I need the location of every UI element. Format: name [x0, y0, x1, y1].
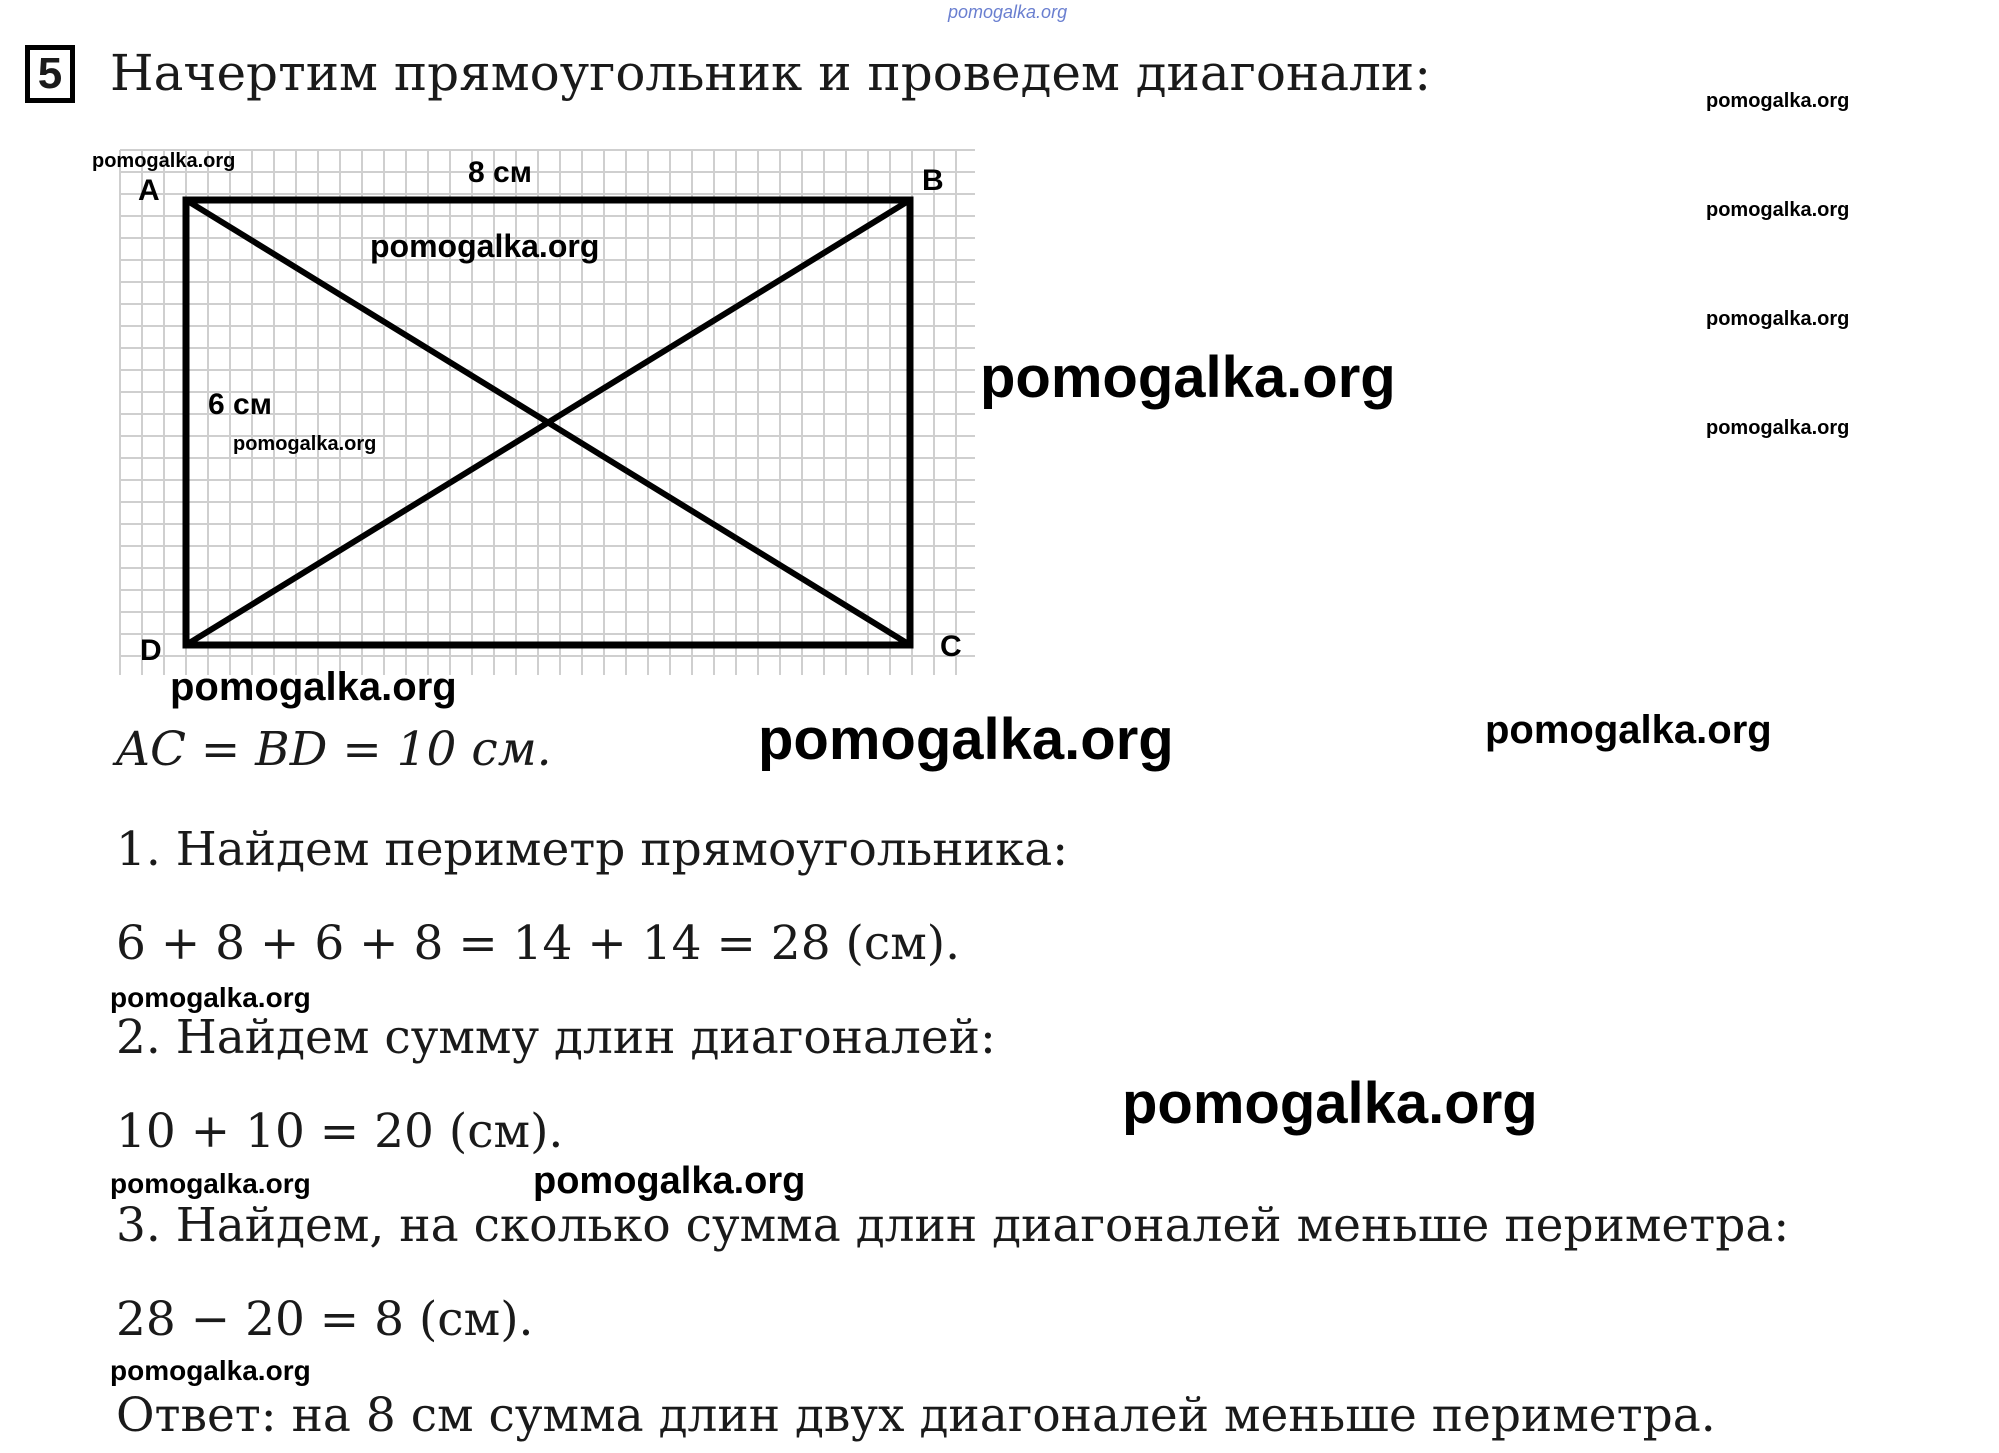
watermark: pomogalka.org	[1485, 708, 1772, 752]
left-side-label: 6 см	[208, 388, 272, 421]
watermark: pomogalka.org	[1122, 1071, 1538, 1136]
watermark: pomogalka.org	[370, 228, 600, 264]
watermark: pomogalka.org	[533, 1160, 806, 1202]
step-2-calc: 10 + 10 = 20 (см).	[116, 1104, 564, 1159]
step-1-title: 1. Найдем периметр прямоугольника:	[116, 822, 1069, 877]
step-1-calc: 6 + 8 + 6 + 8 = 14 + 14 = 28 (см).	[116, 916, 961, 971]
page-title: Начертим прямоугольник и проведем диагонали:	[110, 44, 1432, 102]
watermark: pomogalka.org	[1706, 308, 1850, 330]
watermark: pomogalka.org	[1706, 199, 1850, 221]
diagonal-equation: AC = BD = 10 см.	[116, 722, 552, 777]
watermark: pomogalka.org	[1706, 90, 1850, 112]
top-watermark: pomogalka.org	[948, 2, 1068, 22]
watermark: pomogalka.org	[170, 665, 457, 709]
watermark: pomogalka.org	[92, 150, 236, 172]
answer: Ответ: на 8 см сумма длин двух диагоналей меньше периметра.	[116, 1388, 1716, 1443]
watermark: pomogalka.org	[110, 1168, 311, 1199]
step-3-title: 3. Найдем, на сколько сумма длин диагоналей меньше периметра:	[116, 1198, 1790, 1253]
watermark: pomogalka.org	[110, 982, 311, 1013]
watermark: pomogalka.org	[233, 433, 377, 455]
vertex-b-label: B	[922, 164, 944, 197]
top-side-label: 8 см	[468, 156, 532, 189]
vertex-c-label: C	[940, 630, 962, 663]
step-2-title: 2. Найдем сумму длин диагоналей:	[116, 1010, 996, 1065]
watermark: pomogalka.org	[980, 345, 1396, 410]
task-number: 5	[25, 45, 75, 103]
vertex-d-label: D	[140, 634, 162, 667]
step-3-calc: 28 − 20 = 8 (см).	[116, 1292, 534, 1347]
watermark: pomogalka.org	[758, 707, 1174, 772]
vertex-a-label: A	[138, 174, 160, 207]
watermark: pomogalka.org	[110, 1355, 311, 1386]
watermark: pomogalka.org	[1706, 417, 1850, 439]
